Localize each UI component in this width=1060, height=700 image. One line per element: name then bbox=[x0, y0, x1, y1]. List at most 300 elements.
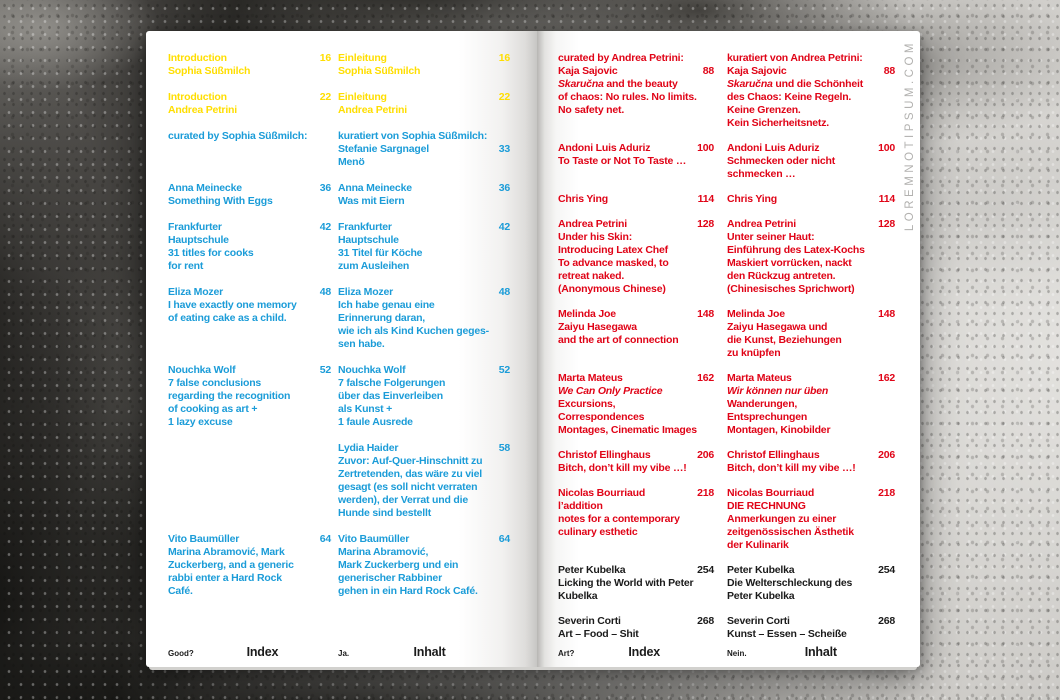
toc-line-text: notes for a contemporary bbox=[558, 513, 680, 525]
toc-line bbox=[727, 218, 895, 231]
toc-line-text: Hauptschule bbox=[338, 234, 399, 246]
toc-line-text: Hunde sind bestellt bbox=[338, 507, 432, 519]
toc-line-text: Introduction bbox=[168, 91, 227, 103]
footer-index-label-de: Inhalt bbox=[804, 645, 837, 659]
toc-line bbox=[727, 334, 895, 347]
toc-line-text: culinary esthetic bbox=[558, 526, 638, 538]
toc-line bbox=[727, 487, 895, 500]
page-number: 64 bbox=[498, 533, 510, 545]
toc-line-text: To advance masked, to bbox=[558, 257, 669, 269]
toc-line-text: über das Einverleiben bbox=[338, 390, 443, 402]
toc-line-text: Einleitung bbox=[338, 91, 387, 103]
toc-line-text: der Kulinarik bbox=[727, 539, 789, 551]
toc-line-text: den Rückzug antreten. bbox=[727, 270, 836, 282]
toc-entry bbox=[558, 372, 895, 437]
toc-line-text: Andrea Petrini bbox=[338, 104, 407, 116]
toc-column-en bbox=[168, 221, 331, 273]
toc-column-de bbox=[727, 193, 895, 206]
toc-line-text: (Anonymous Chinese) bbox=[558, 283, 666, 295]
toc-line bbox=[168, 559, 331, 572]
toc-line-text: Andrea Petrini bbox=[727, 218, 796, 230]
page-number: 88 bbox=[883, 65, 895, 77]
toc-entry bbox=[168, 442, 510, 520]
toc-line bbox=[338, 585, 510, 598]
toc-line bbox=[558, 513, 714, 526]
page-number: 162 bbox=[878, 372, 895, 384]
page-number: 148 bbox=[878, 308, 895, 320]
toc-line-text: Anmerkungen zu einer bbox=[727, 513, 837, 525]
toc-line bbox=[558, 577, 714, 590]
toc-column-en bbox=[558, 218, 714, 296]
toc-line bbox=[338, 533, 510, 546]
toc-line-text: of chaos: No rules. No limits. bbox=[558, 91, 697, 103]
toc-line-text: Kaja Sajovic bbox=[727, 65, 787, 77]
toc-entry bbox=[558, 487, 895, 552]
left-page-footer bbox=[168, 645, 510, 659]
toc-column-en bbox=[558, 487, 714, 552]
toc-line bbox=[558, 398, 714, 411]
toc-line bbox=[558, 231, 714, 244]
toc-line bbox=[727, 308, 895, 321]
toc-line-text: I have exactly one memory bbox=[168, 299, 297, 311]
toc-column-en bbox=[168, 533, 331, 598]
toc-line-text: gehen in ein Hard Rock Café. bbox=[338, 585, 478, 597]
footer-question-en: Art? bbox=[558, 649, 575, 658]
toc-line-text: Zuvor: Auf-Quer-Hinschnitt zu bbox=[338, 455, 483, 467]
toc-line bbox=[558, 487, 714, 500]
toc-line bbox=[168, 260, 331, 273]
toc-column-de bbox=[338, 130, 510, 169]
toc-line bbox=[338, 104, 510, 117]
toc-line-text: retreat naked. bbox=[558, 270, 625, 282]
toc-line bbox=[727, 91, 895, 104]
toc-line bbox=[727, 526, 895, 539]
toc-line bbox=[168, 390, 331, 403]
toc-line bbox=[558, 104, 714, 117]
footer-cell-en bbox=[168, 645, 331, 659]
footer-cell-en bbox=[558, 645, 714, 659]
page-number: 268 bbox=[697, 615, 714, 627]
toc-line bbox=[168, 52, 331, 65]
page-number: 52 bbox=[319, 364, 331, 376]
toc-line-text: To Taste or Not To Taste … bbox=[558, 155, 687, 167]
page-number: 206 bbox=[878, 449, 895, 461]
toc-line-text: Kein Sicherheitsnetz. bbox=[727, 117, 829, 129]
page-number: 48 bbox=[498, 286, 510, 298]
toc-line-text: 1 lazy excuse bbox=[168, 416, 233, 428]
toc-line-text: Schmecken oder nicht bbox=[727, 155, 836, 167]
toc-line-text: Wanderungen, bbox=[727, 398, 798, 410]
toc-line bbox=[338, 247, 510, 260]
page-number: 42 bbox=[319, 221, 331, 233]
toc-line-text: DIE RECHNUNG bbox=[727, 500, 806, 512]
footer-question-en: Good? bbox=[168, 649, 194, 658]
toc-line-text: Something With Eggs bbox=[168, 195, 273, 207]
toc-line bbox=[727, 564, 895, 577]
toc-line bbox=[338, 312, 510, 325]
toc-line bbox=[727, 193, 895, 206]
toc-line-text: kuratiert von Sophia Süßmilch: bbox=[338, 130, 488, 142]
toc-column-en bbox=[558, 564, 714, 603]
toc-line bbox=[727, 244, 895, 257]
toc-line bbox=[338, 507, 510, 520]
toc-line-text: Marta Mateus bbox=[727, 372, 792, 384]
toc-entry bbox=[558, 52, 895, 130]
toc-line bbox=[338, 377, 510, 390]
toc-line-text: Montagen, Kinobilder bbox=[727, 424, 831, 436]
toc-column-de bbox=[727, 449, 895, 475]
right-page-footer bbox=[558, 645, 895, 659]
toc-column-de bbox=[338, 442, 510, 520]
toc-line bbox=[338, 130, 510, 143]
toc-line bbox=[727, 321, 895, 334]
toc-line-text: Chris Ying bbox=[558, 193, 608, 205]
toc-line-text: Stefanie Sargnagel bbox=[338, 143, 429, 155]
toc-line bbox=[338, 91, 510, 104]
toc-column-de bbox=[338, 364, 510, 429]
toc-line bbox=[168, 364, 331, 377]
toc-line-text: 31 titles for cooks bbox=[168, 247, 254, 259]
toc-line-text: Melinda Joe bbox=[727, 308, 785, 320]
toc-line bbox=[558, 385, 714, 398]
toc-line-text: rabbi enter a Hard Rock bbox=[168, 572, 282, 584]
page-number: 36 bbox=[319, 182, 331, 194]
toc-line bbox=[168, 182, 331, 195]
page-number: 162 bbox=[697, 372, 714, 384]
page-number: 268 bbox=[878, 615, 895, 627]
toc-entry bbox=[558, 449, 895, 475]
toc-line bbox=[727, 462, 895, 475]
toc-line bbox=[558, 500, 714, 513]
toc-line bbox=[338, 364, 510, 377]
toc-line bbox=[727, 411, 895, 424]
page-number: 42 bbox=[498, 221, 510, 233]
toc-line bbox=[727, 449, 895, 462]
page-number: 114 bbox=[878, 193, 895, 205]
toc-line bbox=[558, 449, 714, 462]
page-number: 114 bbox=[697, 193, 714, 205]
footer-index-label-en: Index bbox=[246, 645, 279, 659]
toc-line-text: Kunst – Essen – Scheiße bbox=[727, 628, 847, 640]
toc-line bbox=[338, 546, 510, 559]
toc-line bbox=[168, 572, 331, 585]
toc-line bbox=[168, 195, 331, 208]
toc-line bbox=[168, 221, 331, 234]
page-number: 218 bbox=[878, 487, 895, 499]
left-page bbox=[146, 31, 537, 667]
toc-line bbox=[727, 398, 895, 411]
toc-column-en bbox=[558, 52, 714, 130]
toc-line bbox=[558, 424, 714, 437]
toc-line bbox=[338, 442, 510, 455]
toc-line-text: die Kunst, Beziehungen bbox=[727, 334, 842, 346]
toc-line-text: of cooking as art + bbox=[168, 403, 258, 415]
toc-line bbox=[338, 182, 510, 195]
toc-line bbox=[168, 546, 331, 559]
toc-line bbox=[168, 585, 331, 598]
toc-line bbox=[338, 559, 510, 572]
toc-line-text: 31 Titel für Köche bbox=[338, 247, 423, 259]
toc-line-text: Die Welterschleckung des bbox=[727, 577, 853, 589]
toc-line bbox=[338, 390, 510, 403]
toc-line-text: 7 false conclusions bbox=[168, 377, 262, 389]
toc-line-text: Was mit Eiern bbox=[338, 195, 405, 207]
toc-line-text: zu knüpfen bbox=[727, 347, 781, 359]
toc-entry bbox=[558, 142, 895, 181]
toc-line-text: We Can Only Practice bbox=[558, 385, 663, 397]
toc-line bbox=[558, 193, 714, 206]
toc-line-text: Wir können nur üben bbox=[727, 385, 829, 397]
toc-line bbox=[727, 424, 895, 437]
toc-line-text: 1 faule Ausrede bbox=[338, 416, 413, 428]
page-number: 128 bbox=[878, 218, 895, 230]
toc-line-text: Lydia Haider bbox=[338, 442, 399, 454]
toc-line-text: Excursions, bbox=[558, 398, 616, 410]
toc-line-text: als Kunst + bbox=[338, 403, 393, 415]
toc-column-en bbox=[168, 286, 331, 351]
toc-line bbox=[168, 286, 331, 299]
toc-line-text: curated by Sophia Süßmilch: bbox=[168, 130, 308, 142]
toc-entry bbox=[168, 533, 510, 598]
toc-line bbox=[338, 65, 510, 78]
toc-line bbox=[558, 526, 714, 539]
toc-line bbox=[168, 377, 331, 390]
toc-line-text: Nouchka Wolf bbox=[338, 364, 406, 376]
toc-line bbox=[338, 416, 510, 429]
toc-line-text: l’addition bbox=[558, 500, 603, 512]
toc-entry bbox=[558, 308, 895, 360]
toc-line bbox=[338, 195, 510, 208]
toc-line-text: Hauptschule bbox=[168, 234, 229, 246]
toc-column-en bbox=[558, 449, 714, 475]
page-number: 22 bbox=[319, 91, 331, 103]
page-number: 52 bbox=[498, 364, 510, 376]
toc-line-text: (Chinesisches Sprichwort) bbox=[727, 283, 855, 295]
toc-entry bbox=[558, 615, 895, 641]
toc-line-text: Melinda Joe bbox=[558, 308, 616, 320]
toc-column-de bbox=[727, 308, 895, 360]
toc-line bbox=[558, 155, 714, 168]
toc-line-text: sen habe. bbox=[338, 338, 385, 350]
toc-line-text: Café. bbox=[168, 585, 193, 597]
toc-line bbox=[727, 513, 895, 526]
toc-line-text: generischer Rabbiner bbox=[338, 572, 442, 584]
toc-line bbox=[558, 142, 714, 155]
toc-line-text: Severin Corti bbox=[727, 615, 790, 627]
toc-column-de bbox=[727, 487, 895, 552]
toc-line bbox=[558, 372, 714, 385]
toc-line-text: Licking the World with Peter bbox=[558, 577, 694, 589]
toc-line-text: Menö bbox=[338, 156, 365, 168]
toc-entry bbox=[558, 218, 895, 296]
toc-entry bbox=[168, 182, 510, 208]
toc-line bbox=[558, 615, 714, 628]
toc-entry bbox=[168, 52, 510, 78]
toc-line-text: Zertretenden, das wäre zu viel bbox=[338, 468, 482, 480]
toc-line-text: Entsprechungen bbox=[727, 411, 808, 423]
toc-line bbox=[727, 78, 895, 91]
toc-line-text: curated by Andrea Petrini: bbox=[558, 52, 684, 64]
toc-line-text: Bitch, don’t kill my vibe …! bbox=[727, 462, 856, 474]
toc-line-text: Unter seiner Haut: bbox=[727, 231, 815, 243]
toc-line bbox=[727, 257, 895, 270]
toc-column-de bbox=[727, 564, 895, 603]
toc-line bbox=[727, 52, 895, 65]
toc-line-text: Andrea Petrini bbox=[168, 104, 237, 116]
toc-line-text: Under his Skin: bbox=[558, 231, 633, 243]
toc-line bbox=[338, 156, 510, 169]
toc-line bbox=[558, 321, 714, 334]
toc-line-text: Frankfurter bbox=[338, 221, 392, 233]
page-number: 36 bbox=[498, 182, 510, 194]
toc-line-text: Peter Kubelka bbox=[727, 590, 795, 602]
toc-line bbox=[338, 286, 510, 299]
toc-entry bbox=[168, 221, 510, 273]
toc-line bbox=[727, 168, 895, 181]
toc-column-en bbox=[558, 308, 714, 360]
toc-line bbox=[168, 403, 331, 416]
toc-line-text: wie ich als Kind Kuchen geges- bbox=[338, 325, 489, 337]
book-spread bbox=[146, 31, 920, 667]
toc-line bbox=[558, 244, 714, 257]
toc-line-text: Andoni Luis Aduriz bbox=[558, 142, 651, 154]
page-number: 48 bbox=[319, 286, 331, 298]
toc-line-text: Bitch, don’t kill my vibe …! bbox=[558, 462, 687, 474]
toc-line bbox=[168, 416, 331, 429]
toc-line-text: 7 falsche Folgerungen bbox=[338, 377, 446, 389]
right-page bbox=[537, 31, 920, 667]
toc-line bbox=[727, 590, 895, 603]
toc-line bbox=[558, 78, 714, 91]
footer-cell-de bbox=[338, 645, 510, 659]
toc-line bbox=[727, 142, 895, 155]
toc-entry bbox=[558, 564, 895, 603]
toc-column-en bbox=[168, 442, 331, 520]
toc-column-de bbox=[338, 182, 510, 208]
toc-line-text: Correspondences bbox=[558, 411, 645, 423]
right-page-entries bbox=[558, 52, 895, 653]
toc-line bbox=[727, 577, 895, 590]
toc-line bbox=[338, 468, 510, 481]
toc-column-en bbox=[168, 91, 331, 117]
footer-cell-de bbox=[727, 645, 895, 659]
toc-line-text: Skaručna and the beauty bbox=[558, 78, 678, 90]
toc-line bbox=[727, 65, 895, 78]
toc-line bbox=[727, 372, 895, 385]
toc-line bbox=[727, 104, 895, 117]
page-number: 254 bbox=[878, 564, 895, 576]
toc-line-text: Einleitung bbox=[338, 52, 387, 64]
toc-line bbox=[338, 572, 510, 585]
toc-line-text: Anna Meinecke bbox=[338, 182, 412, 194]
toc-line bbox=[727, 628, 895, 641]
toc-column-en bbox=[558, 372, 714, 437]
toc-column-en bbox=[558, 615, 714, 641]
toc-column-de bbox=[727, 142, 895, 181]
toc-line bbox=[168, 130, 331, 143]
page-number: 16 bbox=[498, 52, 510, 64]
toc-line bbox=[558, 91, 714, 104]
toc-column-en bbox=[168, 52, 331, 78]
toc-line-text: Kubelka bbox=[558, 590, 598, 602]
toc-line-text: Frankfurter bbox=[168, 221, 222, 233]
toc-line-text: Einführung des Latex-Kochs bbox=[727, 244, 865, 256]
toc-line-text: Nicolas Bourriaud bbox=[558, 487, 646, 499]
page-number: 100 bbox=[878, 142, 895, 154]
toc-line-text: No safety net. bbox=[558, 104, 625, 116]
footer-question-de: Ja. bbox=[338, 649, 350, 658]
page-number: 58 bbox=[498, 442, 510, 454]
toc-column-de bbox=[338, 533, 510, 598]
toc-line-text: Zuckerberg, and a generic bbox=[168, 559, 294, 571]
toc-line bbox=[558, 628, 714, 641]
page-number: 22 bbox=[498, 91, 510, 103]
toc-line-text: Ich habe genau eine bbox=[338, 299, 435, 311]
toc-line bbox=[168, 312, 331, 325]
page-number: 206 bbox=[697, 449, 714, 461]
toc-column-en bbox=[168, 364, 331, 429]
toc-column-de bbox=[338, 52, 510, 78]
toc-line-text: Marina Abramović, bbox=[338, 546, 429, 558]
toc-entry bbox=[168, 130, 510, 169]
toc-line-text: zum Ausleihen bbox=[338, 260, 410, 272]
toc-column-de bbox=[338, 286, 510, 351]
page-number: 148 bbox=[697, 308, 714, 320]
toc-column-de bbox=[727, 52, 895, 130]
toc-line bbox=[727, 117, 895, 130]
page-number: 254 bbox=[697, 564, 714, 576]
toc-line bbox=[338, 455, 510, 468]
left-page-entries bbox=[168, 52, 510, 611]
toc-line-text: Andoni Luis Aduriz bbox=[727, 142, 820, 154]
toc-line bbox=[338, 403, 510, 416]
toc-line bbox=[558, 564, 714, 577]
toc-line-text: Kaja Sajovic bbox=[558, 65, 618, 77]
toc-line bbox=[338, 325, 510, 338]
toc-line bbox=[558, 590, 714, 603]
toc-line-text: Marta Mateus bbox=[558, 372, 623, 384]
toc-line-text: kuratiert von Andrea Petrini: bbox=[727, 52, 863, 64]
toc-column-en bbox=[558, 193, 714, 206]
page-number: 218 bbox=[697, 487, 714, 499]
toc-line bbox=[338, 221, 510, 234]
toc-line bbox=[727, 270, 895, 283]
page-number: 88 bbox=[702, 65, 714, 77]
toc-entry bbox=[168, 286, 510, 351]
toc-line-text: Keine Grenzen. bbox=[727, 104, 801, 116]
toc-line bbox=[727, 155, 895, 168]
footer-index-label-en: Index bbox=[628, 645, 661, 659]
toc-line bbox=[558, 283, 714, 296]
toc-entry bbox=[168, 364, 510, 429]
toc-entry bbox=[558, 193, 895, 206]
page-number: 16 bbox=[319, 52, 331, 64]
toc-line bbox=[168, 533, 331, 546]
toc-column-en bbox=[558, 142, 714, 181]
page-number: 33 bbox=[498, 143, 510, 155]
toc-line bbox=[168, 65, 331, 78]
toc-line bbox=[727, 231, 895, 244]
toc-line-text: Zaiyu Hasegawa und bbox=[727, 321, 828, 333]
toc-line-text: Montages, Cinematic Images bbox=[558, 424, 697, 436]
toc-line bbox=[338, 494, 510, 507]
toc-line-text: gesagt (es soll nicht verraten bbox=[338, 481, 478, 493]
toc-line-text: Nicolas Bourriaud bbox=[727, 487, 815, 499]
toc-line-text: Christof Ellinghaus bbox=[558, 449, 651, 461]
toc-line bbox=[558, 218, 714, 231]
page-number: 100 bbox=[697, 142, 714, 154]
toc-line-text: Mark Zuckerberg und ein bbox=[338, 559, 459, 571]
